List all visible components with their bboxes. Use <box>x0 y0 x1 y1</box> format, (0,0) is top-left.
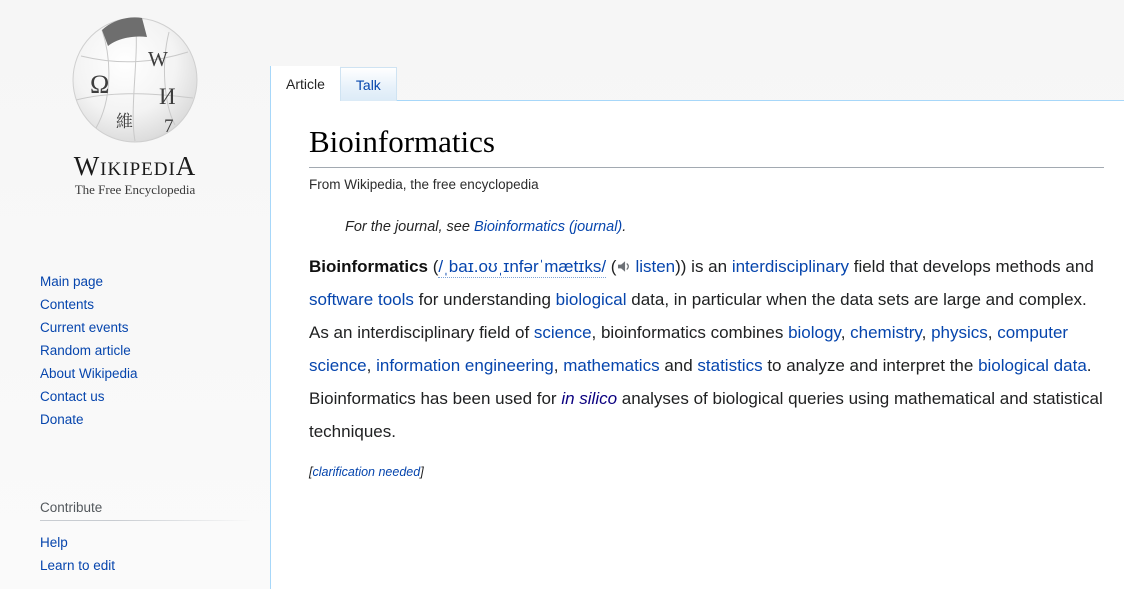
article-subject-bold: Bioinformatics <box>309 257 429 277</box>
article-link-in-silico[interactable]: in silico <box>561 389 618 409</box>
article-link-physics[interactable]: physics <box>931 323 988 343</box>
sidebar-item-learn-to-edit[interactable]: Learn to edit <box>40 558 116 573</box>
article-link-biological-data[interactable]: biological data <box>978 356 1087 376</box>
clarification-needed-link[interactable]: clarification needed <box>312 465 421 480</box>
bracket-open: [ <box>309 465 313 480</box>
paragraph-text: to analyze and interpret the <box>762 356 979 376</box>
paragraph-text: . Bioinformatics has been used for <box>309 356 1092 409</box>
contribute-heading: Contribute <box>40 500 103 515</box>
paragraph-text: )) is an <box>675 257 732 277</box>
tab-label: Article <box>286 76 325 92</box>
site-tagline: From Wikipedia, the free encyclopedia <box>309 177 539 193</box>
globe-glyph-i-cyrillic: И <box>159 84 176 109</box>
contribute-links <box>40 531 252 577</box>
sidebar-item-contact-us[interactable]: Contact us <box>40 389 105 404</box>
page-title: Bioinformatics <box>309 123 1104 168</box>
sidebar-item-random-article[interactable]: Random article <box>40 343 131 358</box>
paragraph-text: , <box>840 323 851 343</box>
wikipedia-wordmark: WikipediA <box>73 151 197 181</box>
globe-puzzle-icon <box>64 8 206 148</box>
globe-glyph-seven: 7 <box>164 116 174 137</box>
sidebar <box>0 0 270 589</box>
article-link-statistics[interactable]: statistics <box>697 356 763 376</box>
intro-paragraph <box>309 250 1104 448</box>
sidebar-nav <box>40 270 255 431</box>
sidebar-item-current-events[interactable]: Current events <box>40 320 129 335</box>
article-link-science[interactable]: science <box>533 323 592 343</box>
speaker-icon[interactable] <box>617 250 632 283</box>
article-link-biological[interactable]: biological <box>555 290 627 310</box>
ipa-pronunciation-link[interactable]: /ˌbaɪ.oʊˌɪnfərˈmætɪks/ <box>438 257 607 277</box>
article-link-mathematics[interactable]: mathematics <box>563 356 660 376</box>
paragraph-text: for understanding <box>413 290 556 310</box>
article-link-biology[interactable]: biology <box>788 323 841 343</box>
sidebar-contribute-section <box>40 500 252 577</box>
sidebar-item-about-wikipedia[interactable]: About Wikipedia <box>40 366 138 381</box>
bracket-close: ] <box>420 465 424 480</box>
article-link-listen[interactable]: listen <box>635 257 676 277</box>
paragraph-text: , bioinformatics combines <box>591 323 789 343</box>
sidebar-item-main-page[interactable]: Main page <box>40 274 104 289</box>
paragraph-text: , <box>553 356 564 376</box>
paragraph-text: , <box>366 356 377 376</box>
paragraph-text: ( <box>606 257 617 277</box>
tab-label: Talk <box>355 76 381 93</box>
paragraph-text: and <box>659 356 698 376</box>
hatnote-suffix: . <box>622 219 627 236</box>
globe-glyph-cjk: 維 <box>116 112 133 131</box>
paragraph-text: , <box>987 323 998 343</box>
sidebar-item-donate[interactable]: Donate <box>40 412 84 427</box>
paragraph-text: field that develops methods and <box>849 257 1094 277</box>
paragraph-text: , <box>921 323 932 343</box>
paragraph-text: analyses of biological queries using mathematical and statistical techniques. <box>309 389 1103 442</box>
article-link-chemistry[interactable]: chemistry <box>850 323 922 343</box>
contribute-divider <box>40 520 252 521</box>
tab-talk[interactable] <box>340 67 397 101</box>
hatnote-link-bioinformatics-journal[interactable]: Bioinformatics (journal) <box>473 219 623 236</box>
hatnote-text: For the journal, see <box>345 219 474 236</box>
hatnote <box>345 219 1104 235</box>
article-link-interdisciplinary[interactable]: interdisciplinary <box>731 257 849 277</box>
globe-glyph-omega: Ω <box>90 70 110 99</box>
page-tabs <box>270 66 397 102</box>
wikipedia-logo[interactable] <box>0 8 270 198</box>
sidebar-item-contents[interactable]: Contents <box>40 297 95 312</box>
article-link-software-tools[interactable]: software tools <box>309 290 414 310</box>
paragraph-text: ( <box>428 257 439 277</box>
article-link-information-engineering[interactable]: information engineering <box>376 356 554 376</box>
sidebar-item-help[interactable]: Help <box>40 535 68 550</box>
paragraph-text: data, in particular when the data sets are large and complex. As an interdisciplinary field of <box>309 290 1087 343</box>
globe-glyph-w: W <box>148 47 168 71</box>
article-link-computer-science[interactable]: computer science <box>309 323 1069 376</box>
tab-article[interactable] <box>270 66 340 102</box>
article-content <box>270 100 1124 589</box>
clarification-needed-tag <box>309 465 1104 480</box>
logo-tagline: The Free Encyclopedia <box>74 182 196 198</box>
